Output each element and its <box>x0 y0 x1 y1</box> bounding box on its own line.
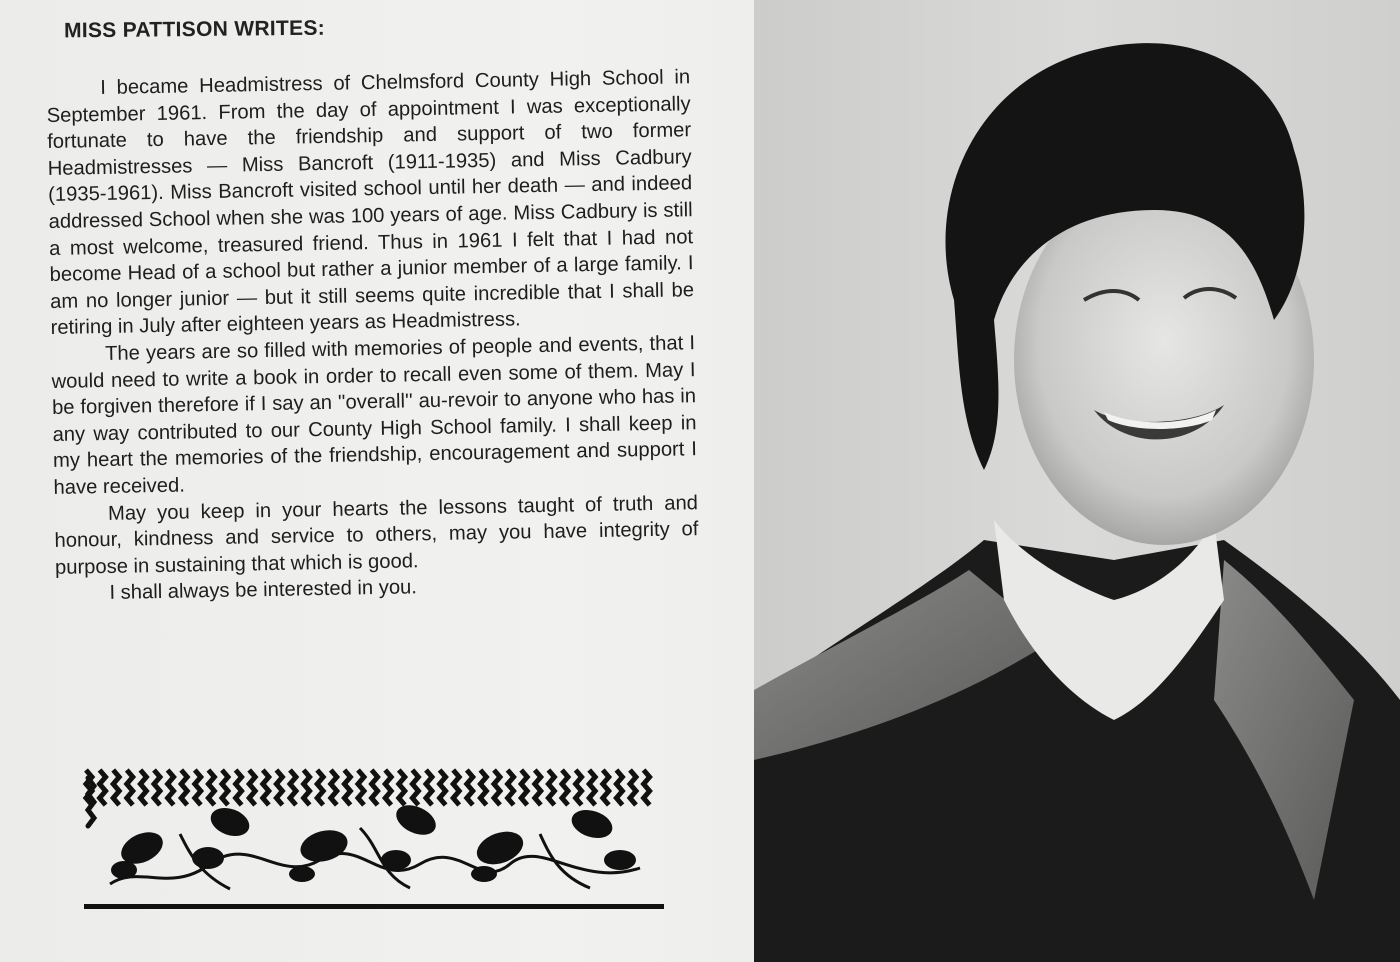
zigzag-stroke <box>290 770 296 805</box>
zigzag-stroke <box>440 770 446 805</box>
zigzag-stroke <box>168 770 174 805</box>
zigzag-stroke <box>467 770 473 805</box>
paragraph-4: I shall always be interested in you. <box>109 576 418 605</box>
floral-border-icon <box>80 764 670 920</box>
zigzag-stroke <box>372 770 378 805</box>
zigzag-stroke <box>521 770 527 805</box>
zigzag-stroke <box>195 770 201 805</box>
zigzag-stroke <box>426 770 432 805</box>
zigzag-stroke <box>412 770 418 805</box>
zigzag-stroke <box>317 770 323 805</box>
zigzag-stroke <box>548 770 554 805</box>
zigzag-stroke <box>358 770 364 805</box>
zigzag-stroke <box>181 770 187 805</box>
zigzag-stroke <box>236 770 242 805</box>
portrait-photo <box>754 0 1400 962</box>
zigzag-stroke <box>304 770 310 805</box>
zigzag-stroke <box>113 770 119 805</box>
zigzag-stroke <box>603 770 609 805</box>
zigzag-stroke <box>263 770 269 805</box>
paragraph-3: May you keep in your hearts the lessons taught of truth and honour, kindness and service to others, may you have integrity of purpose in sustaining that which is good. <box>54 491 699 579</box>
zigzag-stroke <box>208 770 214 805</box>
zigzag-stroke <box>508 770 514 805</box>
zigzag-stroke <box>399 770 405 805</box>
zigzag-stroke <box>154 770 160 805</box>
page-title: MISS PATTISON WRITES: <box>63 16 326 43</box>
zigzag-stroke <box>100 770 106 805</box>
zigzag-stroke <box>630 770 636 805</box>
zigzag-stroke <box>276 770 282 805</box>
zigzag-stroke <box>616 770 622 805</box>
zigzag-stroke <box>494 770 500 805</box>
zigzag-stroke <box>249 770 255 805</box>
zigzag-stroke <box>644 770 650 805</box>
paragraph-1: I became Headmistress of Chelmsford County High School in September 1961. From the day of appointment I was exceptionally fortunate to have the friendship and support of two former Headmistresses — Miss Bancroft (1911-1935) and Miss Cadbury (1935-1961). Miss Bancroft visited school until her death — and indeed addressed School when she was 100 years of age. Miss Cadbury is still a most welcome, treasured friend. Thus in 1961 I felt that I had not become Head of a school but rather a junior member of a large family. I am no longer junior — but it still seems quite incredible that I shall be retiring in July after eighteen years as Headmistress. <box>46 66 695 340</box>
zigzag-stroke <box>453 770 459 805</box>
letter-body <box>46 64 700 608</box>
zigzag-stroke <box>331 770 337 805</box>
zigzag-stroke <box>535 770 541 805</box>
zigzag-stroke <box>140 770 146 805</box>
zigzag-stroke <box>480 770 486 805</box>
zigzag-stroke <box>589 770 595 805</box>
zigzag-stroke <box>344 770 350 805</box>
zigzag-stroke <box>385 770 391 805</box>
zigzag-stroke <box>222 770 228 805</box>
zigzag-stroke <box>127 770 133 805</box>
paragraph-2: The years are so filled with memories of people and events, that I would need to write a book in order to recall even some of them. May I be forgiven therefore if I say an ''overall'' au-revoir to anyone who has in any way contributed to our County High School family. I shall keep in my heart the memories of the friendship, encouragement and support I have received. <box>51 332 698 499</box>
zigzag-stroke <box>576 770 582 805</box>
zigzag-stroke <box>562 770 568 805</box>
